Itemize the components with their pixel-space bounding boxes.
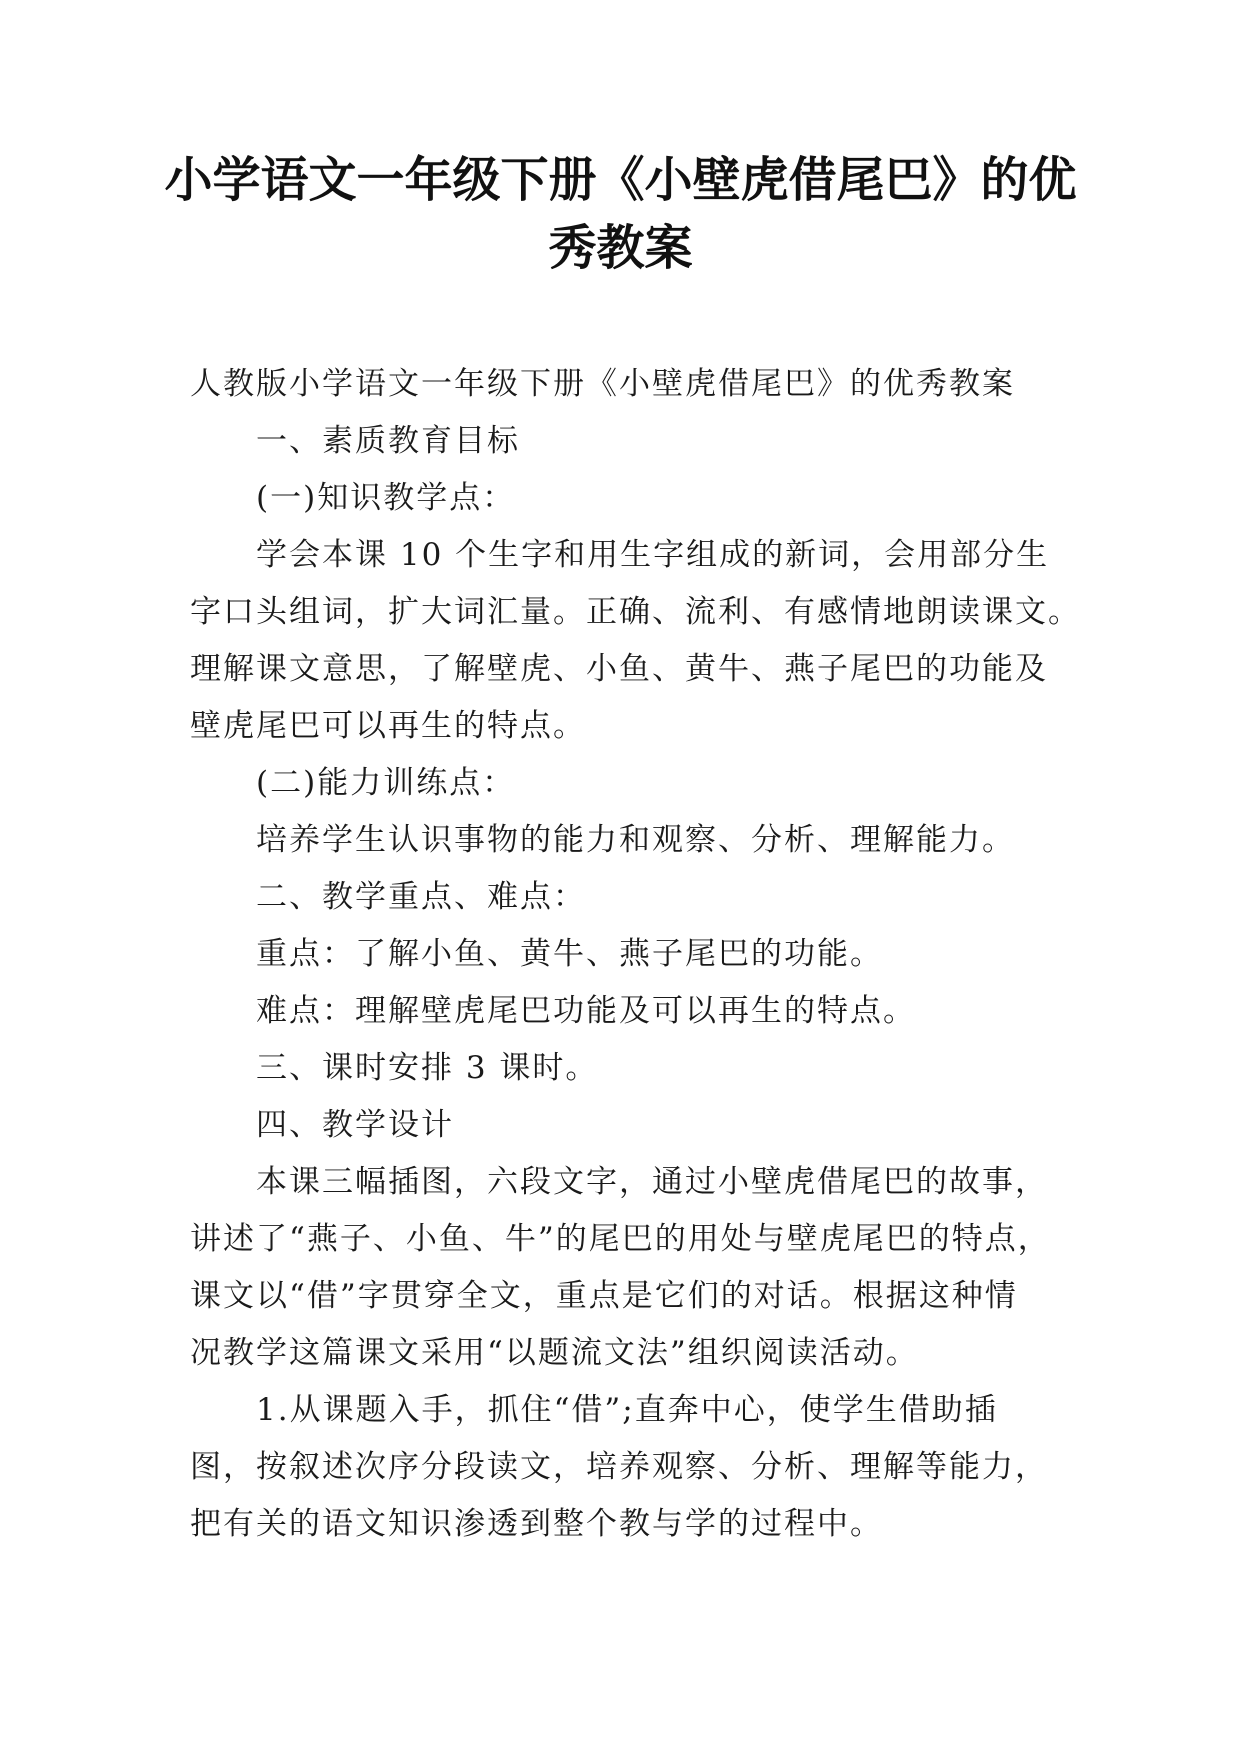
document-title-line-1: 小学语文一年级下册《小壁虎借尾巴》的优	[164, 152, 1077, 208]
section-heading-design: 四、教学设计	[256, 1107, 454, 1143]
paragraph-line: 难点：理解壁虎尾巴功能及可以再生的特点。	[256, 993, 916, 1029]
subheading-ability: (二)能力训练点：	[256, 765, 516, 801]
document-title-line-2: 秀教案	[548, 220, 693, 276]
intro-line: 人教版小学语文一年级下册《小壁虎借尾巴》的优秀教案	[190, 366, 1015, 402]
section-heading-key-points: 二、教学重点、难点：	[256, 879, 586, 915]
paragraph-line: 本课三幅插图，六段文字，通过小壁虎借尾巴的故事，	[256, 1164, 1048, 1200]
paragraph-line: 培养学生认识事物的能力和观察、分析、理解能力。	[256, 822, 1015, 858]
paragraph-line: 1.从课题入手，抓住“借”;直奔中心，使学生借助插	[256, 1392, 998, 1428]
section-heading-schedule: 三、课时安排 3 课时。	[256, 1050, 599, 1086]
paragraph-line: 况教学这篇课文采用“以题流文法”组织阅读活动。	[190, 1335, 919, 1371]
paragraph-line: 图，按叙述次序分段读文，培养观察、分析、理解等能力，	[190, 1449, 1048, 1485]
paragraph-line: 重点：了解小鱼、黄牛、燕子尾巴的功能。	[256, 936, 883, 972]
paragraph-line: 学会本课 10 个生字和用生字组成的新词，会用部分生	[256, 537, 1050, 573]
paragraph-line: 课文以“借”字贯穿全文，重点是它们的对话。根据这种情	[190, 1278, 1018, 1314]
section-heading-goals: 一、素质教育目标	[256, 423, 520, 459]
paragraph-line: 理解课文意思，了解壁虎、小鱼、黄牛、燕子尾巴的功能及	[190, 651, 1048, 687]
paragraph-line: 讲述了“燕子、小鱼、牛”的尾巴的用处与壁虎尾巴的特点，	[190, 1221, 1051, 1257]
document-body	[190, 356, 1081, 1553]
paragraph-line: 把有关的语文知识渗透到整个教与学的过程中。	[190, 1506, 883, 1542]
paragraph-line: 字口头组词，扩大词汇量。正确、流利、有感情地朗读课文。	[190, 594, 1081, 630]
paragraph-line: 壁虎尾巴可以再生的特点。	[190, 708, 586, 744]
subheading-knowledge: (一)知识教学点：	[256, 480, 516, 516]
